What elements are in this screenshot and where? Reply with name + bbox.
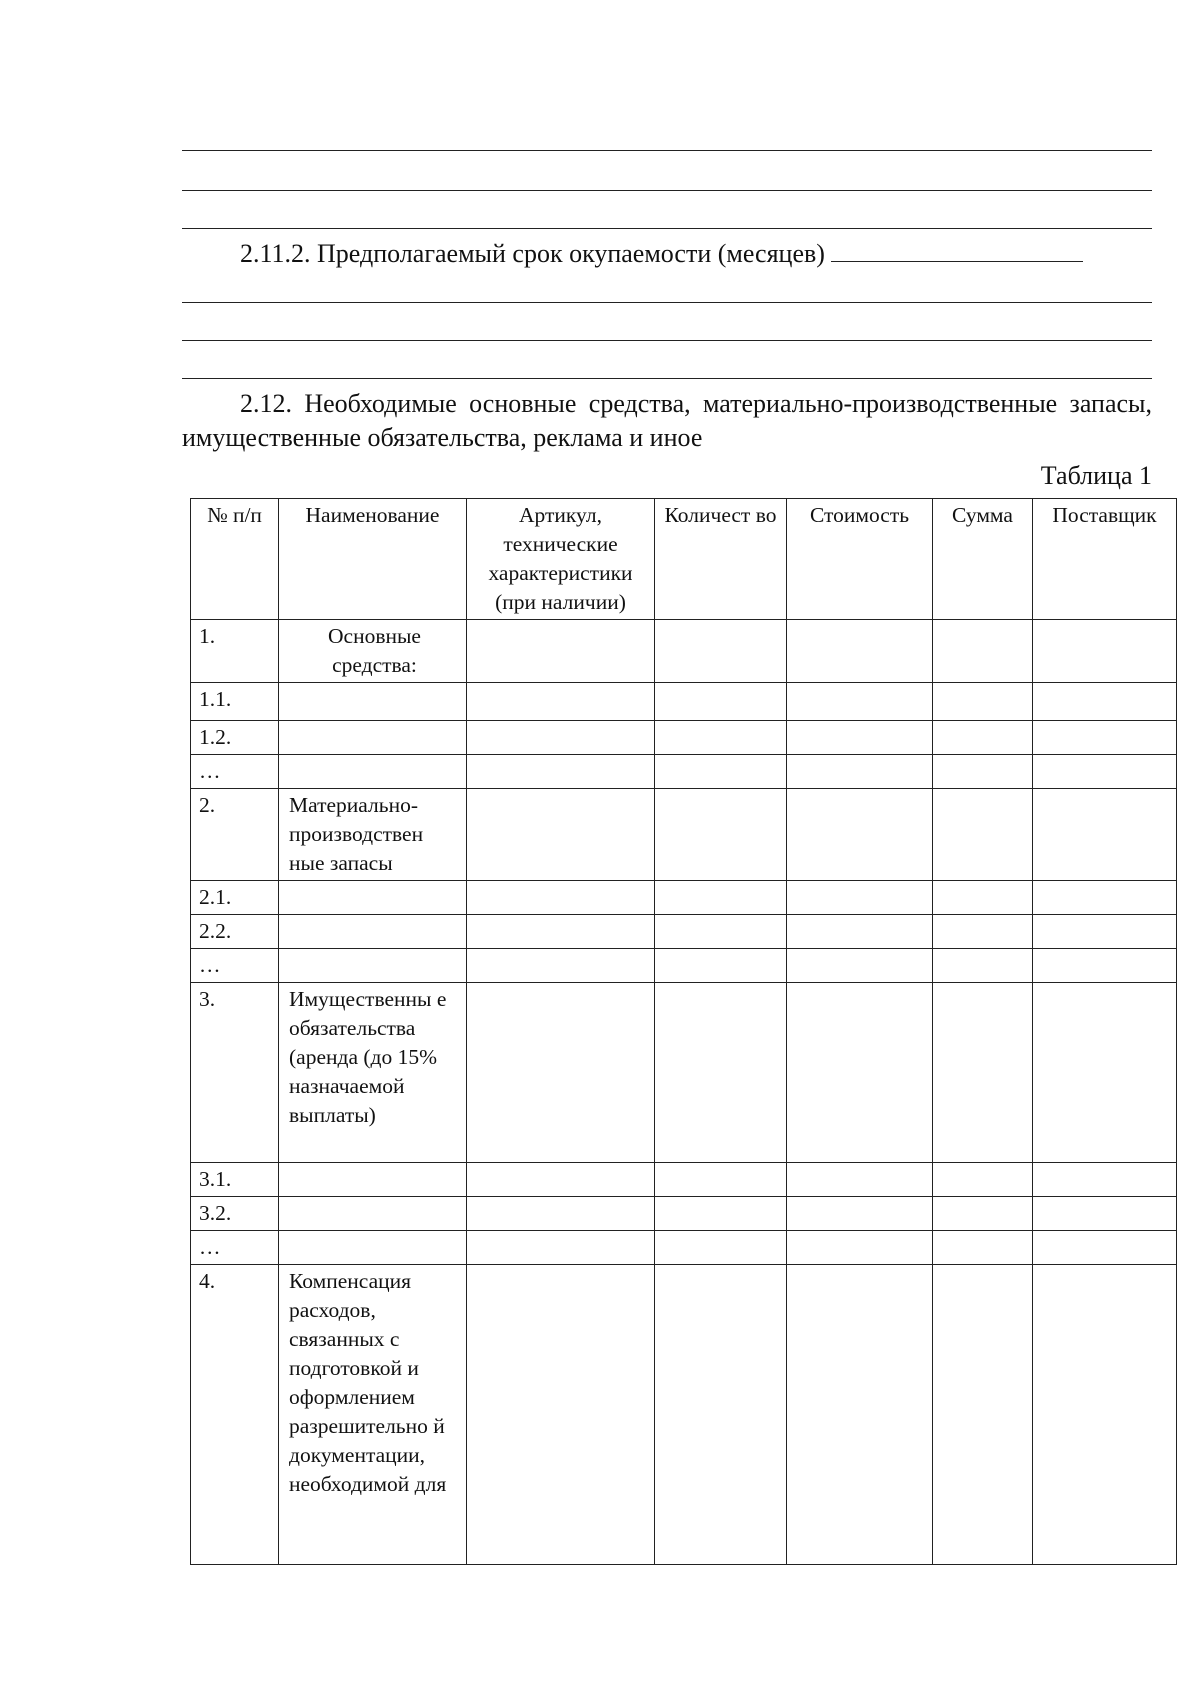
cell-article[interactable] <box>467 881 655 915</box>
cell-sum[interactable] <box>933 721 1033 755</box>
cell-quantity[interactable] <box>655 721 787 755</box>
row-number: 3.1. <box>191 1163 279 1197</box>
table-row <box>191 915 1177 949</box>
row-name[interactable] <box>279 881 467 915</box>
table-header-row <box>191 499 1177 620</box>
cell-sum[interactable] <box>933 983 1033 1163</box>
cell-cost[interactable] <box>787 721 933 755</box>
row-name[interactable] <box>279 755 467 789</box>
header-article: Артикул, технические характеристики (при наличии) <box>467 499 655 620</box>
table-row <box>191 789 1177 881</box>
cell-article[interactable] <box>467 755 655 789</box>
row-number: … <box>191 949 279 983</box>
row-name[interactable] <box>279 1163 467 1197</box>
payback-period-field[interactable] <box>831 237 1083 262</box>
cell-article[interactable] <box>467 949 655 983</box>
row-name[interactable] <box>279 915 467 949</box>
row-number: 3. <box>191 983 279 1163</box>
cell-supplier[interactable] <box>1033 1197 1177 1231</box>
table-row <box>191 1197 1177 1231</box>
row-name[interactable] <box>279 1197 467 1231</box>
cell-supplier[interactable] <box>1033 949 1177 983</box>
cell-quantity[interactable] <box>655 789 787 881</box>
header-number: № п/п <box>191 499 279 620</box>
cell-supplier[interactable] <box>1033 1163 1177 1197</box>
cell-supplier[interactable] <box>1033 1231 1177 1265</box>
cell-cost[interactable] <box>787 620 933 683</box>
cell-article[interactable] <box>467 983 655 1163</box>
row-number: 2.1. <box>191 881 279 915</box>
table-caption: Таблица 1 <box>1040 461 1152 490</box>
cell-sum[interactable] <box>933 915 1033 949</box>
cell-sum[interactable] <box>933 1231 1033 1265</box>
cell-quantity[interactable] <box>655 1197 787 1231</box>
cell-quantity[interactable] <box>655 983 787 1163</box>
row-number: 3.2. <box>191 1197 279 1231</box>
table-row <box>191 683 1177 721</box>
table-row <box>191 721 1177 755</box>
row-name: Материально-производствен ные запасы <box>279 789 467 881</box>
header-sum: Сумма <box>933 499 1033 620</box>
cell-supplier[interactable] <box>1033 1265 1177 1565</box>
row-name[interactable] <box>279 949 467 983</box>
cell-article[interactable] <box>467 789 655 881</box>
cell-cost[interactable] <box>787 881 933 915</box>
table-row <box>191 949 1177 983</box>
cell-sum[interactable] <box>933 683 1033 721</box>
table-row <box>191 983 1177 1163</box>
row-number: 1.1. <box>191 683 279 721</box>
payback-period-label: 2.11.2. Предполагаемый срок окупаемости (месяцев) <box>240 239 825 268</box>
cell-article[interactable] <box>467 1197 655 1231</box>
cell-quantity[interactable] <box>655 949 787 983</box>
cell-sum[interactable] <box>933 789 1033 881</box>
cell-quantity[interactable] <box>655 683 787 721</box>
cell-cost[interactable] <box>787 915 933 949</box>
row-name: Компенсация расходов, связанных с подготовкой и оформлением разрешительно й документации, необходимой для <box>279 1265 467 1565</box>
cell-quantity[interactable] <box>655 1163 787 1197</box>
row-number: 2. <box>191 789 279 881</box>
blank-line-4 <box>182 302 1152 303</box>
header-supplier: Поставщик <box>1033 499 1177 620</box>
cell-sum[interactable] <box>933 1163 1033 1197</box>
cell-article[interactable] <box>467 1265 655 1565</box>
cell-article[interactable] <box>467 1163 655 1197</box>
cell-article[interactable] <box>467 1231 655 1265</box>
blank-line-2 <box>182 190 1152 191</box>
blank-line-1 <box>182 150 1152 151</box>
table-row <box>191 881 1177 915</box>
cell-cost[interactable] <box>787 789 933 881</box>
cell-cost[interactable] <box>787 1265 933 1565</box>
cell-quantity[interactable] <box>655 620 787 683</box>
cell-supplier[interactable] <box>1033 983 1177 1163</box>
row-number: … <box>191 755 279 789</box>
row-name: Имущественны е обязательства (аренда (до 15% назначаемой выплаты) <box>279 983 467 1163</box>
cell-sum[interactable] <box>933 949 1033 983</box>
payback-period-line <box>240 237 1083 270</box>
row-name[interactable] <box>279 683 467 721</box>
table-row <box>191 1163 1177 1197</box>
cell-cost[interactable] <box>787 1231 933 1265</box>
cell-supplier[interactable] <box>1033 755 1177 789</box>
row-number: 2.2. <box>191 915 279 949</box>
cell-article[interactable] <box>467 620 655 683</box>
row-number: 1.2. <box>191 721 279 755</box>
header-name: Наименование <box>279 499 467 620</box>
row-name[interactable] <box>279 1231 467 1265</box>
cell-supplier[interactable] <box>1033 915 1177 949</box>
cell-supplier[interactable] <box>1033 620 1177 683</box>
cell-sum[interactable] <box>933 881 1033 915</box>
cell-cost[interactable] <box>787 755 933 789</box>
header-cost: Стоимость <box>787 499 933 620</box>
table-row <box>191 1231 1177 1265</box>
blank-line-5 <box>182 340 1152 341</box>
blank-line-3 <box>182 228 1152 229</box>
cell-quantity[interactable] <box>655 1265 787 1565</box>
cell-quantity[interactable] <box>655 755 787 789</box>
cell-quantity[interactable] <box>655 915 787 949</box>
cell-article[interactable] <box>467 915 655 949</box>
cell-sum[interactable] <box>933 1197 1033 1231</box>
cell-sum[interactable] <box>933 620 1033 683</box>
header-quantity: Количест во <box>655 499 787 620</box>
cell-supplier[interactable] <box>1033 789 1177 881</box>
cell-quantity[interactable] <box>655 1231 787 1265</box>
cell-cost[interactable] <box>787 949 933 983</box>
cell-sum[interactable] <box>933 1265 1033 1565</box>
row-number: 1. <box>191 620 279 683</box>
row-name[interactable] <box>279 721 467 755</box>
blank-line-6 <box>182 378 1152 379</box>
cell-quantity[interactable] <box>655 881 787 915</box>
cell-supplier[interactable] <box>1033 683 1177 721</box>
resources-table <box>190 498 1177 1565</box>
cell-supplier[interactable] <box>1033 721 1177 755</box>
table-row <box>191 755 1177 789</box>
cell-article[interactable] <box>467 683 655 721</box>
cell-cost[interactable] <box>787 983 933 1163</box>
cell-cost[interactable] <box>787 1163 933 1197</box>
cell-article[interactable] <box>467 721 655 755</box>
row-number: … <box>191 1231 279 1265</box>
row-name: Основные средства: <box>279 620 467 683</box>
cell-cost[interactable] <box>787 1197 933 1231</box>
row-number: 4. <box>191 1265 279 1565</box>
table-row <box>191 620 1177 683</box>
cell-cost[interactable] <box>787 683 933 721</box>
cell-sum[interactable] <box>933 755 1033 789</box>
cell-supplier[interactable] <box>1033 881 1177 915</box>
section-2-12-paragraph: 2.12. Необходимые основные средства, материально-производственные запасы, имущественные обязательства, реклама и иное <box>182 389 1152 452</box>
table-row <box>191 1265 1177 1565</box>
